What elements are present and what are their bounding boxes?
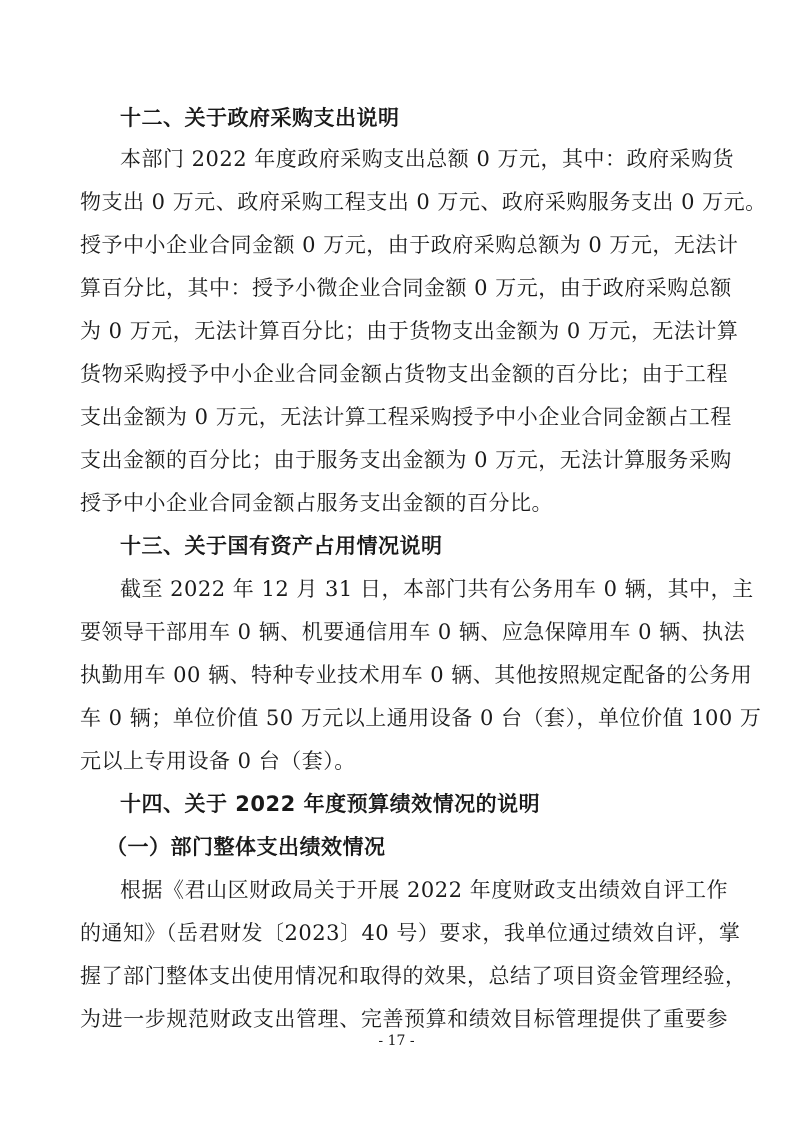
paragraph-line: 算百分比，其中：授予小微企业合同金额 0 万元，由于政府采购总额 — [80, 276, 732, 300]
paragraph-line: 的通知》（岳君财发〔2023〕40 号）要求，我单位通过绩效自评，掌 — [80, 921, 741, 945]
paragraph-line: 支出金额为 0 万元，无法计算工程采购授予中小企业合同金额占工程 — [80, 405, 732, 429]
paragraph-line: 元以上专用设备 0 台（套）。 — [80, 749, 356, 773]
paragraph-line: 根据《君山区财政局关于开展 2022 年度财政支出绩效自评工作 — [120, 878, 728, 902]
paragraph-line: 执勤用车 00 辆、特种专业技术用车 0 辆、其他按照规定配备的公务用 — [80, 663, 753, 687]
paragraph-line: 支出金额的百分比；由于服务支出金额为 0 万元，无法计算服务采购 — [80, 448, 732, 472]
paragraph-line: 货物采购授予中小企业合同金额占货物支出金额的百分比；由于工程 — [80, 362, 728, 386]
paragraph-line: 车 0 辆；单位价值 50 万元以上通用设备 0 台（套），单位价值 100 万 — [80, 706, 762, 730]
paragraph-line: 要领导干部用车 0 辆、机要通信用车 0 辆、应急保障用车 0 辆、执法 — [80, 620, 746, 644]
section-14-subheading: （一）部门整体支出绩效情况 — [106, 835, 386, 859]
paragraph-line: 截至 2022 年 12 月 31 日，本部门共有公务用车 0 辆，其中，主 — [120, 577, 754, 601]
page-number: - 17 - — [378, 1033, 415, 1049]
paragraph-line: 物支出 0 万元、政府采购工程支出 0 万元、政府采购服务支出 0 万元。 — [80, 190, 767, 214]
paragraph-line: 本部门 2022 年度政府采购支出总额 0 万元，其中：政府采购货 — [120, 147, 735, 171]
section-12-heading: 十二、关于政府采购支出说明 — [120, 106, 400, 130]
paragraph-line: 为 0 万元，无法计算百分比；由于货物支出金额为 0 万元，无法计算 — [80, 319, 739, 343]
paragraph-line: 授予中小企业合同金额 0 万元，由于政府采购总额为 0 万元，无法计 — [80, 233, 739, 257]
section-14-heading: 十四、关于 2022 年度预算绩效情况的说明 — [120, 792, 541, 816]
paragraph-line: 握了部门整体支出使用情况和取得的效果，总结了项目资金管理经验， — [80, 964, 747, 988]
paragraph-line: 授予中小企业合同金额占服务支出金额的百分比。 — [80, 491, 553, 515]
section-13-heading: 十三、关于国有资产占用情况说明 — [120, 534, 443, 558]
paragraph-line: 为进一步规范财政支出管理、完善预算和绩效目标管理提供了重要参 — [80, 1007, 728, 1031]
